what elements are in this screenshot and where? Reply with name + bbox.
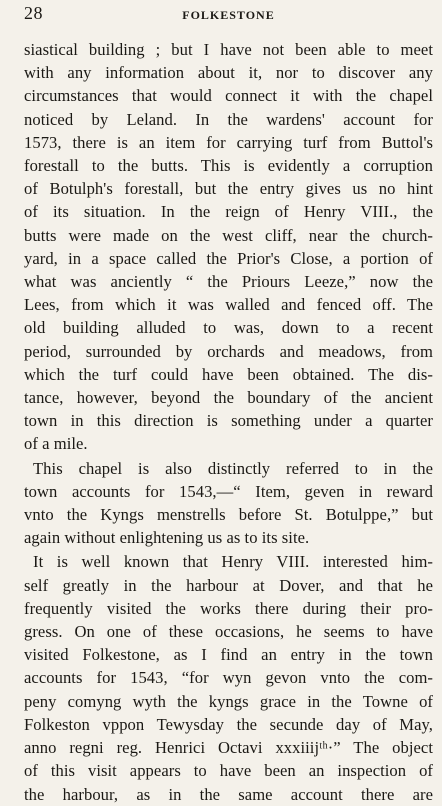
text-line: of this visit appears to have been an inspection of [24, 761, 433, 781]
page-number: 28 [24, 3, 43, 23]
text-line: gress. On one of these occasions, he seems to have [24, 622, 433, 642]
page-header [24, 0, 433, 38]
text-line: Folkeston vppon Tewysday the secunde day of May, [24, 714, 433, 734]
text-line: peny comyng wyth the kyngs grace in the Towne of [24, 691, 433, 711]
text-line: 1573, there is an item for carrying turf from Buttol's [24, 132, 433, 152]
text-line: with any information about it, nor to discover any [24, 63, 433, 83]
text-line: siastical building ; but I have not been able to meet [24, 40, 433, 59]
text-line: which the turf could have been obtained. The dis- [24, 364, 433, 384]
text-line: again without enlightening us as to its site. [24, 528, 310, 548]
text-line: town in this direction is something under a quarter [24, 411, 433, 431]
text-line: of a mile. [24, 434, 88, 454]
text-line: of its situation. In the reign of Henry VIII., the [24, 202, 433, 222]
text-line: yard, in a space called the Prior's Close, a portion of [24, 248, 433, 268]
text-line: butts were made on the west cliff, near the church- [24, 225, 433, 245]
text-line: old building alluded to was, down to a recent [24, 318, 433, 338]
text-line: Lees, from which it was walled and fenced off. The [24, 295, 433, 315]
text-line: noticed by Leland. In the wardens' account for [24, 109, 433, 129]
text-line: anno regni reg. Henrici Octavi xxxiiijᵗʰ·” The object [24, 738, 433, 758]
text-line: what was anciently “ the Priours Leeze,” now the [24, 272, 433, 292]
text-line: visited Folkestone, as I find an entry in the town [24, 645, 433, 665]
text-line: period, surrounded by orchards and meadows, from [24, 341, 433, 361]
paragraph [24, 457, 433, 550]
text-line: circumstances that would connect it with the chapel [24, 86, 433, 106]
text-line: accounts for 1543, “for wyn gevon vnto the com- [24, 668, 433, 688]
text-line: of Botulph's forestall, but the entry gives us no hint [24, 179, 433, 199]
text-line: tance, however, beyond the boundary of the ancient [24, 388, 433, 408]
text-line: town accounts for 1543,—“ Item, geven in reward [24, 481, 433, 501]
text-line: This chapel is also distinctly referred to in the [33, 458, 433, 478]
running-head: FOLKESTONE [182, 8, 275, 22]
paragraph [24, 38, 433, 456]
body-text [24, 38, 433, 806]
paragraph [24, 550, 433, 805]
text-line: self greatly in the harbour at Dover, and that he [24, 575, 433, 595]
text-line: frequently visited the works there during their pro- [24, 598, 433, 618]
text-line: forestall to the butts. This is evidently a corruption [24, 156, 433, 176]
text-line: It is well known that Henry VIII. interested him- [33, 552, 433, 572]
text-line: the harbour, as in the same account there are [24, 784, 433, 804]
text-line: vnto the Kyngs menstrells before St. Botulppe,” but [24, 505, 433, 525]
